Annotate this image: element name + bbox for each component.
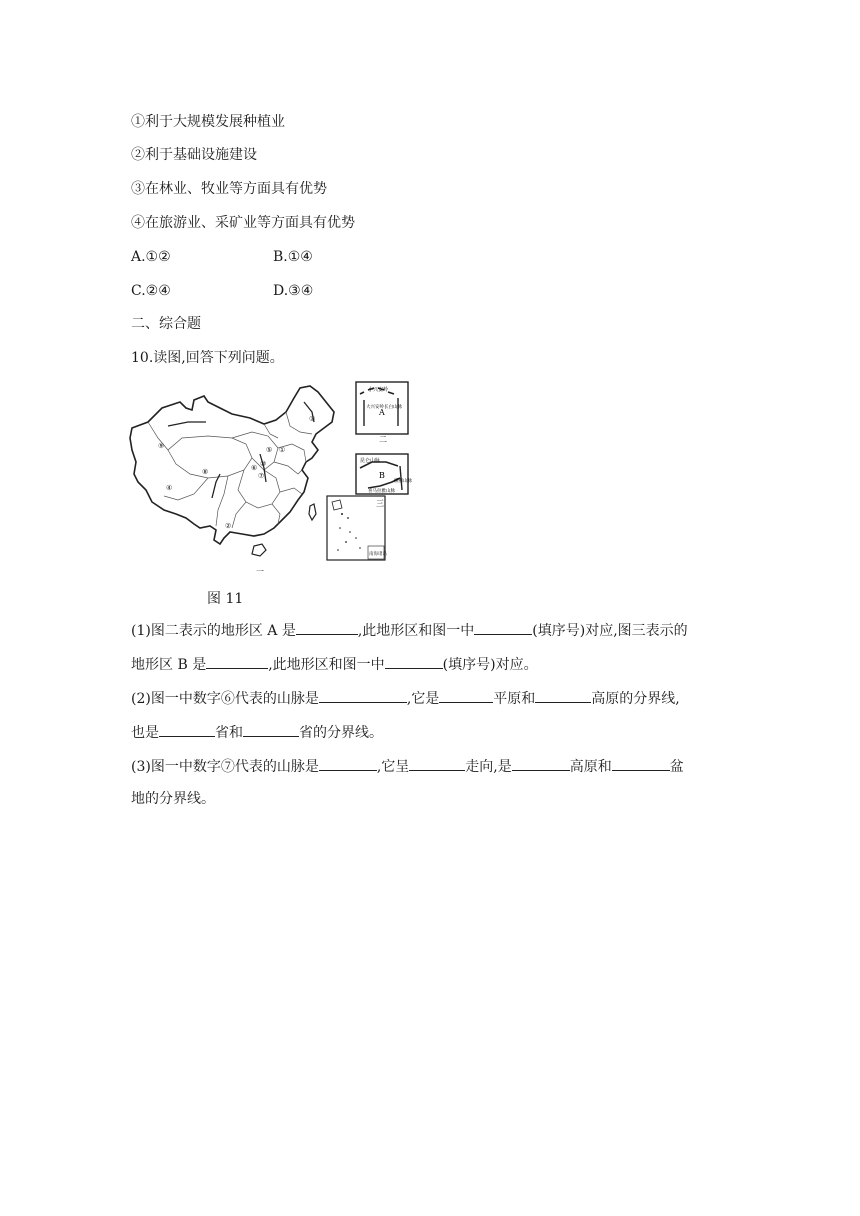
map-label-one: 一 bbox=[256, 567, 264, 576]
china-outline bbox=[130, 386, 334, 544]
q3-text-e: 盆 bbox=[669, 759, 684, 775]
map-label-7: ⑦ bbox=[258, 472, 265, 480]
q2-text-b: ,它是 bbox=[406, 691, 440, 707]
taiwan-island bbox=[309, 504, 316, 520]
q3-text-f: 地的分界线。 bbox=[131, 791, 215, 807]
hainan-island bbox=[252, 544, 266, 556]
choice-d: D.③④ bbox=[273, 283, 314, 299]
statement-2: ②利于基础设施建设 bbox=[131, 147, 257, 163]
q1-line-2 bbox=[131, 654, 538, 674]
q2-line-2 bbox=[131, 722, 383, 742]
q3-line-2 bbox=[131, 790, 215, 808]
q2-text-c: 平原和 bbox=[493, 691, 536, 707]
q3-text-b: ,它呈 bbox=[376, 759, 410, 775]
answer-blank[interactable] bbox=[474, 620, 532, 635]
map-label-9: ⑨ bbox=[158, 442, 165, 450]
map-label-5: ⑤ bbox=[266, 446, 273, 454]
answer-blank[interactable] bbox=[206, 654, 268, 669]
inset-two-text-1: 小兴安岭 bbox=[368, 387, 389, 393]
q2-text-a: (2)图一中数字⑥代表的山脉是 bbox=[131, 691, 319, 707]
q3-line-1 bbox=[131, 756, 684, 776]
section-title: 二、综合题 bbox=[131, 316, 201, 332]
q1-text-b: ,此地形区和图一中 bbox=[357, 623, 475, 639]
answer-blank[interactable] bbox=[385, 654, 443, 669]
q2-text-f: 省和 bbox=[215, 725, 243, 741]
inset-three-label: 三 bbox=[376, 499, 384, 508]
answer-blank[interactable] bbox=[319, 756, 377, 771]
map-label-6: ⑥ bbox=[251, 464, 258, 472]
q1-line-1 bbox=[131, 620, 688, 640]
q2-text-d: 高原的分界线, bbox=[591, 691, 680, 707]
q3-text-a: (3)图一中数字⑦代表的山脉是 bbox=[131, 759, 319, 775]
answer-blank[interactable] bbox=[243, 722, 299, 737]
answer-blank[interactable] bbox=[439, 688, 493, 703]
choice-c: C.②④ bbox=[131, 283, 171, 299]
map-label-4: ④ bbox=[166, 484, 173, 492]
map-label-1: ① bbox=[279, 446, 286, 454]
answer-blank[interactable] bbox=[612, 756, 670, 771]
statement-4: ④在旅游业、采矿业等方面具有优势 bbox=[131, 215, 355, 231]
answer-blank[interactable] bbox=[296, 620, 358, 635]
inset-three-text-2: 横断山脉 bbox=[394, 479, 412, 484]
q1-text-d: 地形区 B 是 bbox=[131, 657, 207, 673]
answer-blank[interactable] bbox=[319, 688, 407, 703]
question-10: 10.读图,回答下列问题。 bbox=[131, 350, 284, 366]
q3-text-d: 高原和 bbox=[569, 759, 612, 775]
inset-two-letter: A bbox=[379, 408, 385, 417]
q2-text-g: 省的分界线。 bbox=[299, 725, 383, 741]
province-lines bbox=[148, 412, 312, 528]
inset-three-letter: B bbox=[379, 471, 385, 480]
inset-three-text-3: 喜马拉雅山脉 bbox=[368, 489, 395, 494]
figure-caption: 图 11 bbox=[207, 591, 244, 607]
inset-two-label: 二 bbox=[379, 435, 387, 444]
inset-two bbox=[356, 382, 408, 444]
statement-1: ①利于大规模发展种植业 bbox=[131, 114, 285, 130]
inset-three-text-1: 昆仑山脉 bbox=[360, 458, 381, 464]
q1-text-a: (1)图二表示的地形区 A 是 bbox=[131, 623, 296, 639]
statement-3: ③在林业、牧业等方面具有优势 bbox=[131, 181, 327, 197]
map-label-3: ③ bbox=[309, 415, 316, 423]
choice-b: B.①④ bbox=[273, 249, 313, 265]
q1-text-e: ,此地形区和图一中 bbox=[268, 657, 385, 673]
answer-blank[interactable] bbox=[512, 756, 570, 771]
q3-text-c: 走向,是 bbox=[465, 759, 512, 775]
map-label-8: ⑧ bbox=[202, 468, 209, 476]
china-map-figure bbox=[128, 378, 416, 576]
inset-two-text-3: 长白山脉 bbox=[384, 405, 402, 410]
answer-blank[interactable] bbox=[159, 722, 215, 737]
choice-a: A.①② bbox=[131, 249, 171, 265]
q2-text-e: 也是 bbox=[131, 725, 159, 741]
map-label-10: ⑩ bbox=[260, 460, 267, 468]
south-sea-label: 南海诸岛 bbox=[369, 552, 387, 557]
q1-text-c: (填序号)对应,图三表示的 bbox=[532, 623, 688, 639]
answer-blank[interactable] bbox=[535, 688, 591, 703]
inset-two-text-2: 大兴安岭 bbox=[366, 405, 384, 410]
map-label-2: ② bbox=[225, 522, 232, 530]
q1-text-f: (填序号)对应。 bbox=[442, 657, 538, 673]
answer-blank[interactable] bbox=[409, 756, 465, 771]
q2-line-1 bbox=[131, 688, 680, 708]
